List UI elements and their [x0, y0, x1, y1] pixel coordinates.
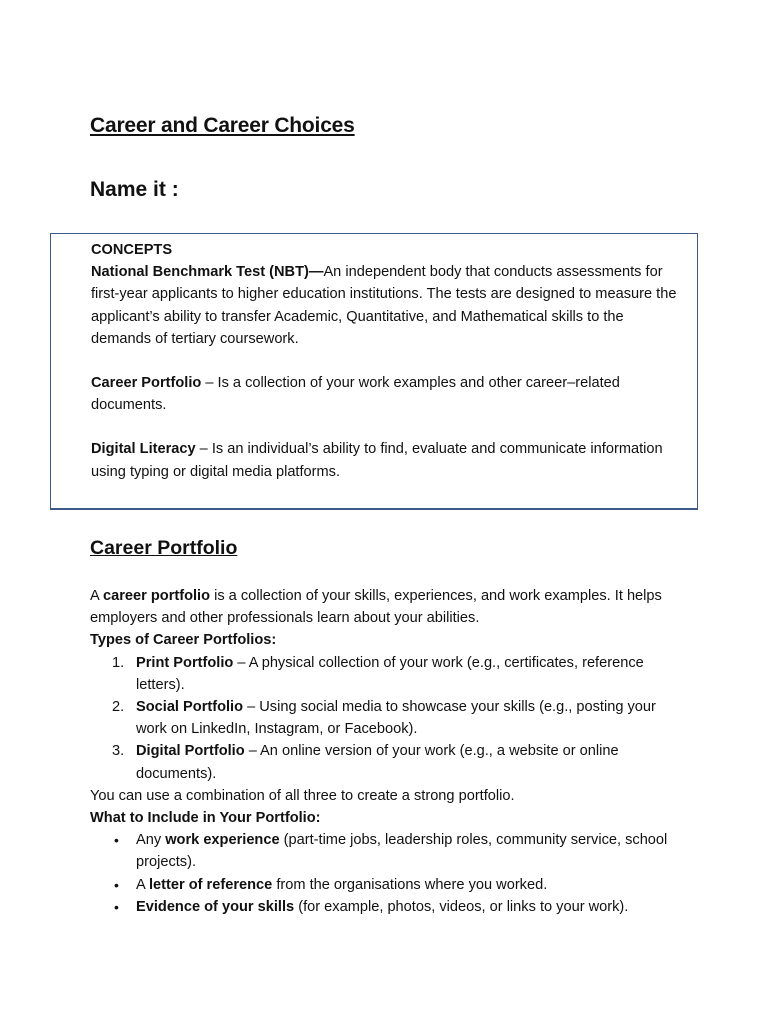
list-item: • Evidence of your skills (for example, photos, videos, or links to your work). [90, 896, 690, 918]
concept-nbt-term: National Benchmark Test (NBT)— [91, 264, 324, 281]
bullet-icon: • [114, 898, 119, 915]
page-title: Career and Career Choices [90, 114, 355, 137]
bullet-icon: • [114, 832, 119, 849]
combination-text: You can use a combination of all three to create a strong portfolio. [90, 787, 515, 804]
intro-paragraph: A career portfolio is a collection of your skills, experiences, and work examples. It helps employers and other professionals learn about your abilities. [90, 588, 662, 627]
concept-literacy-definition: – Is an individual’s ability to find, evaluate and communicate information using typing or digital media platforms. [91, 441, 663, 480]
concepts-heading: CONCEPTS [91, 242, 173, 258]
list-item: 2. Social Portfolio – Using social media to showcase your skills (e.g., posting your work on LinkedIn, Instagram, or Facebook). [90, 696, 690, 740]
list-number: 3. [112, 743, 125, 760]
concept-nbt-definition: An independent body that conducts assessments for first-year applicants to higher education institutions. The tests are designed to measure the applicant’s ability to transfer Academic, Quantitative, and Mathematical skills to the demands of tertiary coursework. [91, 264, 677, 347]
concept-career-portfolio [91, 372, 681, 416]
concepts-box [50, 233, 698, 510]
concept-nbt [91, 261, 681, 350]
list-number: 1. [112, 654, 125, 671]
types-list [90, 652, 690, 785]
career-portfolio-body [90, 585, 690, 918]
concept-portfolio-definition: – Is a collection of your work examples and other career–related documents. [91, 375, 620, 414]
list-item: • A letter of reference from the organisations where you worked. [90, 874, 690, 896]
concept-digital-literacy [91, 438, 681, 482]
types-heading: Types of Career Portfolios: [90, 632, 277, 649]
bullet-icon: • [114, 876, 119, 893]
include-heading: What to Include in Your Portfolio: [90, 810, 321, 827]
concept-literacy-term: Digital Literacy [91, 441, 196, 458]
list-number: 2. [112, 699, 125, 716]
list-item: • Any work experience (part-time jobs, leadership roles, community service, school projects). [90, 829, 690, 873]
concepts-content [91, 239, 681, 483]
list-item: 1. Print Portfolio – A physical collection of your work (e.g., certificates, reference letters). [90, 652, 690, 696]
include-list [90, 829, 690, 918]
name-it-heading: Name it : [90, 178, 179, 201]
concept-portfolio-term: Career Portfolio [91, 375, 202, 392]
list-item: 3. Digital Portfolio – An online version of your work (e.g., a website or online documents). [90, 740, 690, 784]
career-portfolio-heading: Career Portfolio [90, 537, 238, 559]
